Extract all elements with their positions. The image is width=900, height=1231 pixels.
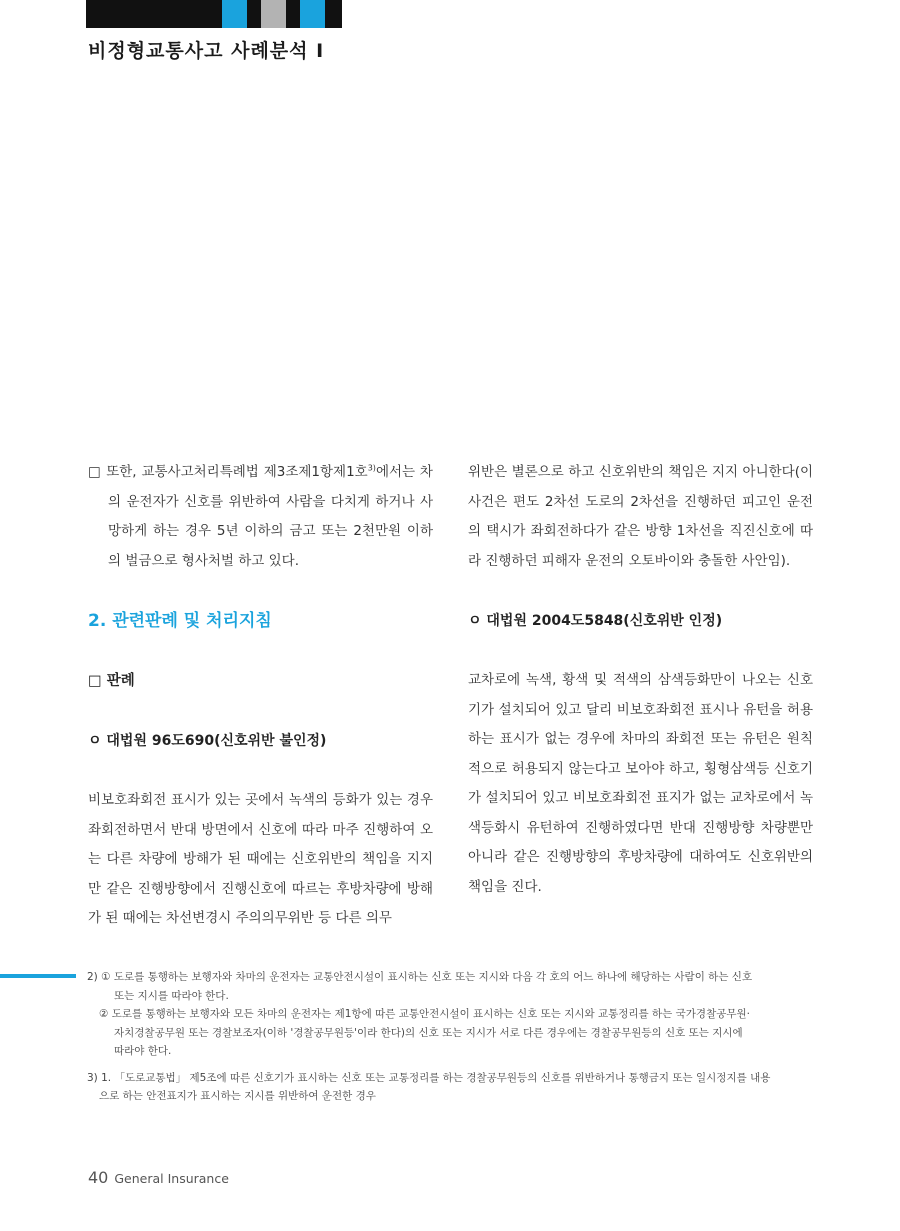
section-title: 비정형교통사고 사례분석 I [88, 40, 325, 62]
footnote-2-line: 2) ① 도로를 통행하는 보행자와 차마의 운전자는 교통안전시설이 표시하는 신호 또는 지시와 다음 각 호의 어느 하나에 해당하는 사람이 하는 신호 [87, 971, 753, 983]
intro-bullet: □ [88, 464, 102, 480]
header-stripe [222, 0, 247, 28]
precedent-subheading: □ 판례 [88, 673, 135, 689]
case-title-2004do5848: ㅇ 대법원 2004도5848(신호위반 인정) [468, 613, 723, 629]
header-stripe [247, 0, 261, 28]
case-text-2004do5848: 교차로에 녹색, 황색 및 적색의 삼색등화만이 나오는 신호기가 설치되어 있고 달리 비보호좌회전 표시나 유턴을 허용하는 표시가 없는 경우에 차마의 좌회전 또는 유턴은 원칙적으로 허용되지 않는다고 보아야 하고, 횡형삼색등 신호기가 설치되어 있고 비보호좌회전 표지가 없는 교차로에서 녹색등화시 유턴하여 진행하였다면 반대 진행방향 차량뿐만 아니라 같은 진행방향의 후방차량에 대하여도 신호위반의 책임을 진다. [468, 672, 813, 895]
case-text-96do690: 비보호좌회전 표시가 있는 곳에서 녹색의 등화가 있는 경우 좌회전하면서 반대 방면에서 신호에 따라 마주 진행하여 오는 다른 차량에 방해가 된 때에는 신호위반의 책임을 지지만 같은 진행방향에서 진행신호에 따르는 후방차량에 방해가 된 때에는 차선변경시 주의의무위반 등 다른 의무 [88, 792, 433, 926]
magazine-title: General Insurance [114, 1171, 229, 1186]
footnote-divider [0, 974, 76, 978]
footnote-2-line: 따라야 한다. [114, 1045, 172, 1057]
header-color-bar [86, 0, 342, 28]
footnotes [87, 968, 817, 1106]
intro-paragraph [88, 458, 433, 576]
intro-text-a: 또한, 교통사고처리특례법 제3조제1항제1호 [101, 464, 368, 480]
header-stripe [325, 0, 342, 28]
right-column [468, 458, 813, 902]
continued-paragraph: 위반은 별론으로 하고 신호위반의 책임은 지지 아니한다(이 사건은 편도 2차선 도로의 2차선을 진행하던 피고인 운전의 택시가 좌회전하다가 같은 방향 1차선을 직진신호에 따라 진행하던 피해자 운전의 오토바이와 충돌한 사안임). [468, 464, 813, 569]
footnote-ref-3: 3) [367, 463, 376, 473]
page-number: 40 [88, 1168, 109, 1187]
header-stripe [286, 0, 300, 28]
intro-text-b: 에서는 차의 운전자가 신호를 위반하여 사람을 다치게 하거나 사망하게 하는 경우 5년 이하의 금고 또는 2천만원 이하의 벌금으로 형사처벌 하고 있다. [108, 464, 433, 569]
header-stripe [86, 0, 222, 28]
page-footer [88, 1168, 229, 1187]
footnote-2-line: ② 도로를 통행하는 보행자와 모든 차마의 운전자는 제1항에 따른 교통안전시설이 표시하는 신호 또는 지시와 교통정리를 하는 국가경찰공무원· [99, 1008, 750, 1020]
left-column [88, 458, 433, 934]
related-cases-heading: 2. 관련판례 및 처리지침 [88, 611, 272, 631]
footnote-2-line: 또는 지시를 따라야 한다. [114, 989, 229, 1002]
footnote-3-line: 으로 하는 안전표지가 표시하는 지시를 위반하여 운전한 경우 [99, 1090, 376, 1102]
footnote-2-line: 자치경찰공무원 또는 경찰보조자(이하 '경찰공무원등'이라 한다)의 신호 또는 지시가 서로 다른 경우에는 경찰공무원등의 신호 또는 지시에 [114, 1026, 743, 1039]
footnote-3-line: 3) 1. 「도로교통법」 제5조에 따른 신호기가 표시하는 신호 또는 교통정리를 하는 경찰공무원등의 신호를 위반하거나 통행금지 또는 일시정지를 내용 [87, 1071, 771, 1084]
case-title-96do690: ㅇ 대법원 96도690(신호위반 불인정) [88, 733, 327, 749]
header-stripe [300, 0, 325, 28]
header-stripe [261, 0, 286, 28]
